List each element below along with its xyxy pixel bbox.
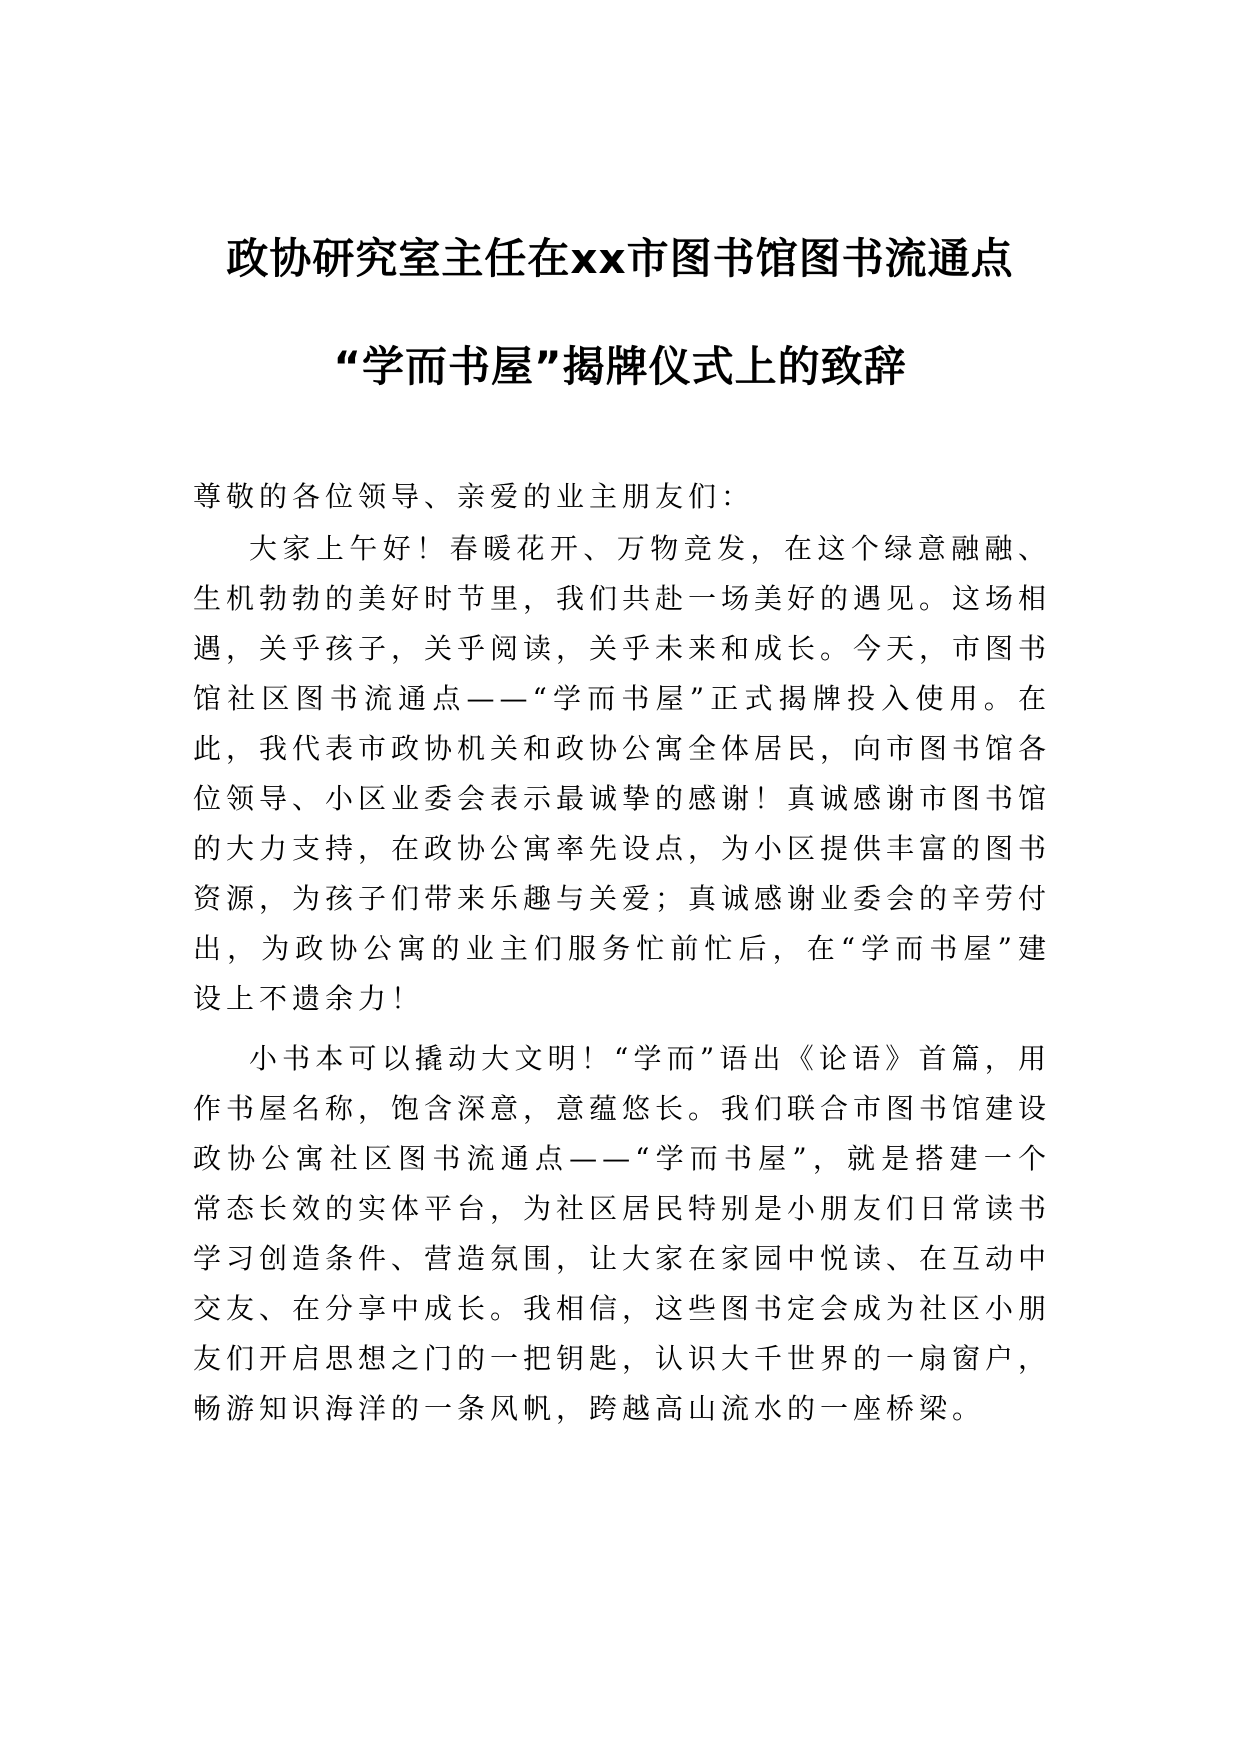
body-paragraph-1: 大家上午好！春暖花开、万物竞发，在这个绿意融融、生机勃勃的美好时节里，我们共赴一场美好的遇见。这场相遇，关乎孩子，关乎阅读，关乎未来和成长。今天，市图书馆社区图书流通点——“学而书屋”正式揭牌投入使用。在此，我代表市政协机关和政协公寓全体居民，向市图书馆各位领导、小区业委会表示最诚挚的感谢！真诚感谢市图书馆的大力支持，在政协公寓率先设点，为小区提供丰富的图书资源，为孩子们带来乐趣与关爱；真诚感谢业委会的辛劳付出，为政协公寓的业主们服务忙前忙后，在“学而书屋”建设上不遗余力！ <box>193 532 1052 1015</box>
body-paragraph-2: 小书本可以撬动大文明！“学而”语出《论语》首篇，用作书屋名称，饱含深意，意蕴悠长。我们联合市图书馆建设政协公寓社区图书流通点——“学而书屋”，就是搭建一个常态长效的实体平台，为社区居民特别是小朋友们日常读书学习创造条件、营造氛围，让大家在家园中悦读、在互动中交友、在分享中成长。我相信，这些图书定会成为社区小朋友们开启思想之门的一把钥匙，认识大千世界的一扇窗户，畅游知识海洋的一条风帆，跨越高山流水的一座桥梁。 <box>193 1042 1052 1425</box>
document-title <box>150 205 1090 421</box>
salutation: 尊敬的各位领导、亲爱的业主朋友们： <box>193 480 755 513</box>
title-line-1: 政协研究室主任在xx市图书馆图书流通点 <box>226 234 1014 283</box>
title-line-2: “学而书屋”揭牌仪式上的致辞 <box>333 342 907 391</box>
document-body <box>193 472 1051 1444</box>
